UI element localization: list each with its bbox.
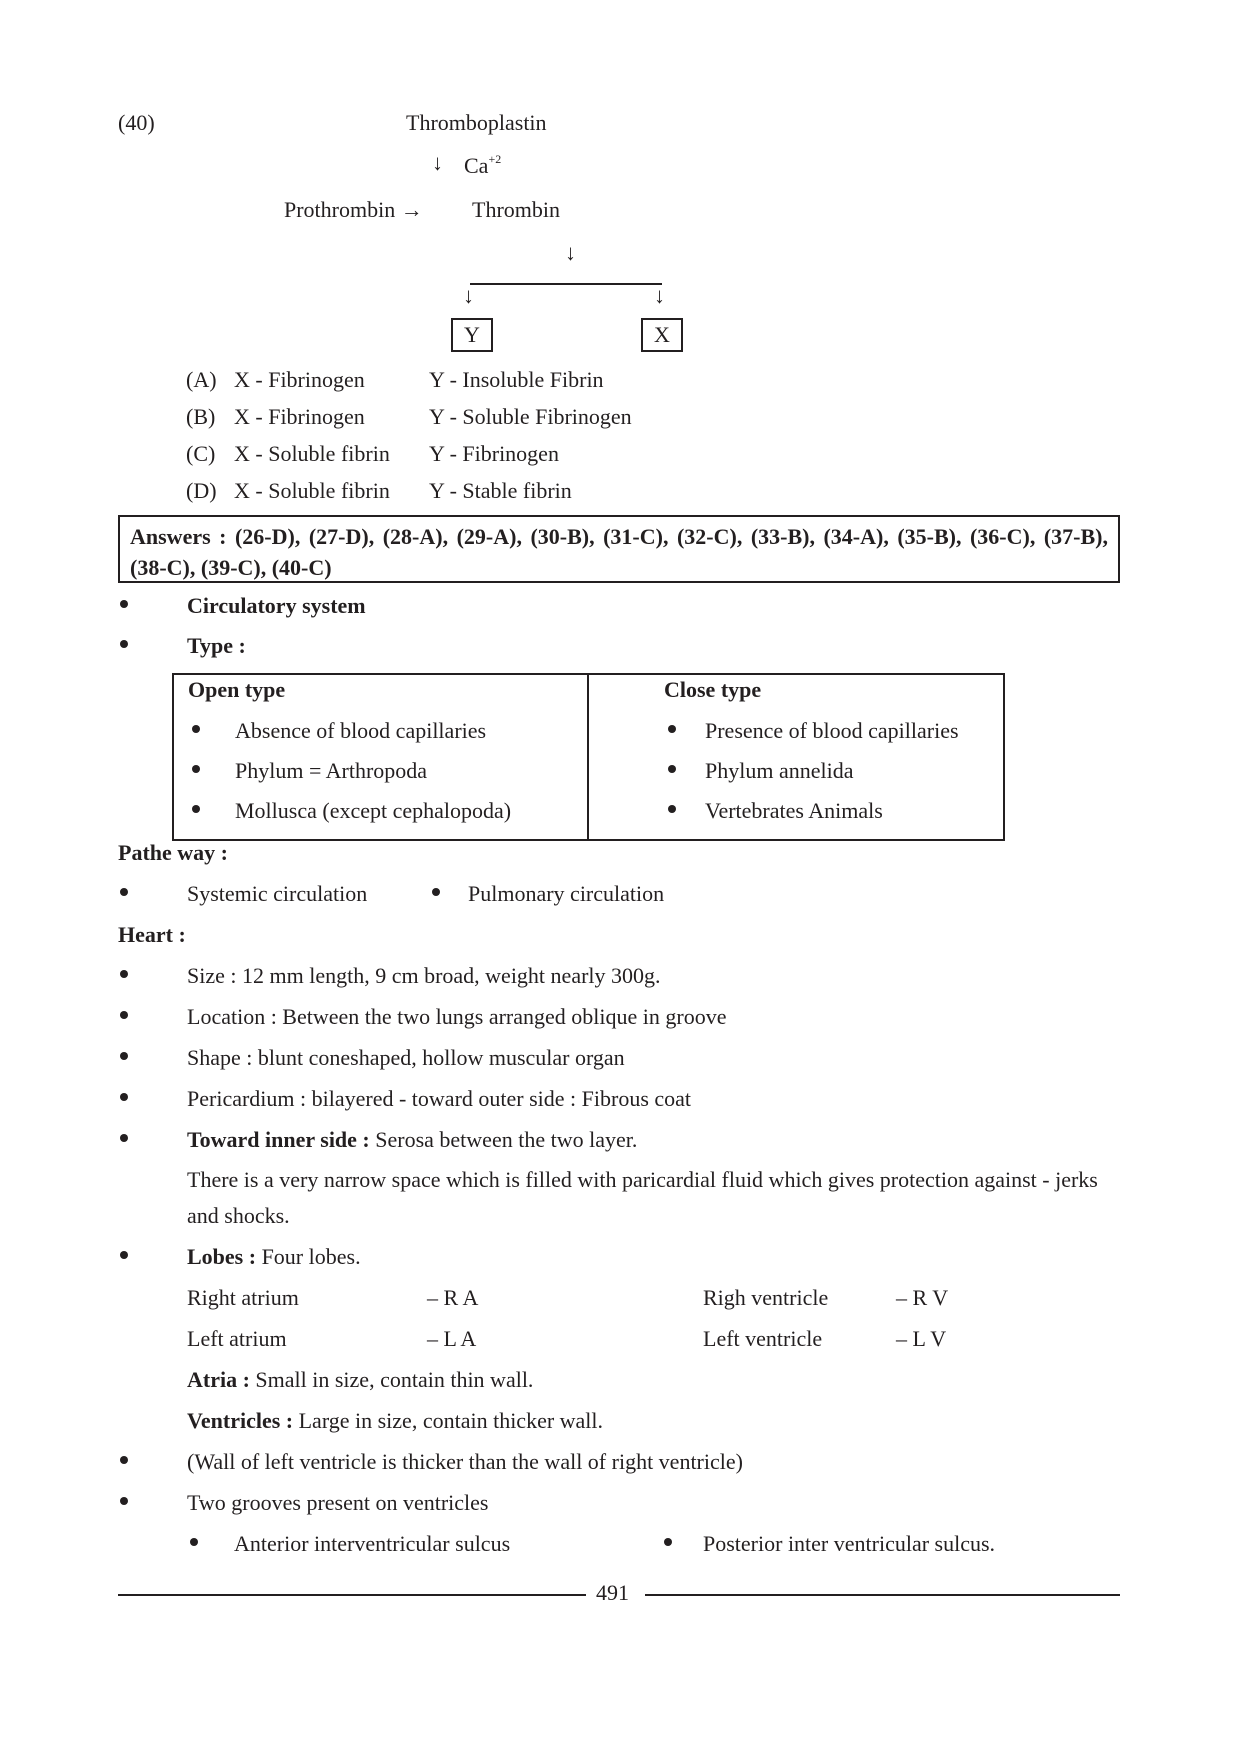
- pathway-heading: Pathe way :: [118, 840, 228, 865]
- bullet-icon: [668, 805, 676, 813]
- lobe-name: Left atrium: [187, 1326, 287, 1351]
- lobe-abbr: – R V: [896, 1285, 949, 1310]
- lobe-abbr: – L V: [896, 1326, 947, 1351]
- heart-size: Size : 12 mm length, 9 cm broad, weight nearly 300g.: [187, 963, 661, 988]
- open-type-title: Open type: [188, 677, 286, 702]
- branch-line: [470, 283, 662, 285]
- bullet-icon: [192, 765, 200, 773]
- lobe-name: Right atrium: [187, 1285, 299, 1310]
- bullet-icon: [120, 1456, 128, 1464]
- footer-rule-left: [118, 1594, 586, 1596]
- open-type-item: Mollusca (except cephalopoda): [235, 798, 512, 823]
- question-number: (40): [118, 110, 155, 135]
- lobe-abbr: – L A: [427, 1326, 477, 1351]
- bullet-icon: [120, 1093, 128, 1101]
- bullet-icon: [668, 765, 676, 773]
- option-label: (D): [186, 478, 217, 503]
- lobe-name: Left ventricle: [703, 1326, 823, 1351]
- answers-box: Answers : (26-D), (27-D), (28-A), (29-A), (30-B), (31-C), (32-C), (33-B), (34-A), (35-B), (36-C), (37-B), (38-C), (39-C), (40-C): [118, 515, 1120, 583]
- bullet-icon: [120, 970, 128, 978]
- ventricles-description: Ventricles : Large in size, contain thicker wall.: [187, 1408, 604, 1433]
- heart-lobes: Lobes : Four lobes.: [187, 1244, 361, 1269]
- option-y: Y - Soluble Fibrinogen: [429, 404, 632, 429]
- bullet-icon: [120, 1052, 128, 1060]
- bullet-icon: [664, 1538, 672, 1546]
- bullet-icon: [120, 1251, 128, 1259]
- option-x: X - Soluble fibrin: [234, 478, 390, 503]
- option-label: (C): [186, 441, 216, 466]
- bullet-icon: [120, 888, 128, 896]
- option-x: X - Fibrinogen: [234, 367, 365, 392]
- bullet-icon: [190, 1538, 198, 1546]
- heart-heading: Heart :: [118, 922, 186, 947]
- bullet-icon: [192, 805, 200, 813]
- thromboplastin-label: Thromboplastin: [406, 110, 547, 135]
- option-y: Y - Fibrinogen: [429, 441, 559, 466]
- sulcus-item: Posterior inter ventricular sulcus.: [703, 1531, 996, 1556]
- option-x: X - Soluble fibrin: [234, 441, 390, 466]
- heart-inner-side: Toward inner side : Serosa between the two layer.: [187, 1127, 638, 1152]
- open-type-item: Absence of blood capillaries: [235, 718, 487, 743]
- close-type-item: Vertebrates Animals: [705, 798, 883, 823]
- bullet-icon: [668, 725, 676, 733]
- down-arrow-icon: ↓: [432, 150, 443, 175]
- box-x: X: [641, 318, 683, 352]
- bullet-icon: [120, 640, 128, 648]
- option-y: Y - Stable fibrin: [429, 478, 572, 503]
- down-arrow-icon: ↓: [565, 240, 576, 265]
- circulation-type-table: [172, 673, 1005, 841]
- heart-space-line: There is a very narrow space which is filled with paricardial fluid which gives protection against - jerks: [187, 1167, 1098, 1192]
- option-label: (B): [186, 404, 216, 429]
- lobe-name: Righ ventricle: [703, 1285, 829, 1310]
- box-y: Y: [451, 318, 493, 352]
- lobe-abbr: – R A: [427, 1285, 479, 1310]
- section-heading: Circulatory system: [187, 593, 366, 618]
- calcium-charge: +2: [488, 152, 502, 166]
- atria-description: Atria : Small in size, contain thin wall.: [187, 1367, 534, 1392]
- prothrombin-label: Prothrombin →: [284, 197, 423, 222]
- pathway-item: Pulmonary circulation: [468, 881, 665, 906]
- bullet-icon: [120, 1497, 128, 1505]
- table-divider: [587, 675, 589, 839]
- grooves-text: Two grooves present on ventricles: [187, 1490, 489, 1515]
- option-y: Y - Insoluble Fibrin: [429, 367, 604, 392]
- option-x: X - Fibrinogen: [234, 404, 365, 429]
- thrombin-label: Thrombin: [472, 197, 560, 222]
- bullet-icon: [432, 888, 440, 896]
- bullet-icon: [120, 1011, 128, 1019]
- down-arrow-icon: ↓: [654, 283, 665, 308]
- heart-location: Location : Between the two lungs arranged oblique in groove: [187, 1004, 727, 1029]
- wall-note: (Wall of left ventricle is thicker than the wall of right ventricle): [187, 1449, 743, 1474]
- open-type-item: Phylum = Arthropoda: [235, 758, 428, 783]
- pathway-item: Systemic circulation: [187, 881, 368, 906]
- heart-pericardium: Pericardium : bilayered - toward outer side : Fibrous coat: [187, 1086, 692, 1111]
- bullet-icon: [120, 600, 128, 608]
- type-heading: Type :: [187, 633, 246, 658]
- option-label: (A): [186, 367, 217, 392]
- down-arrow-icon: ↓: [463, 283, 474, 308]
- page-number: 491: [596, 1580, 629, 1605]
- sulcus-item: Anterior interventricular sulcus: [234, 1531, 511, 1556]
- bullet-icon: [192, 725, 200, 733]
- heart-space-line: and shocks.: [187, 1203, 290, 1228]
- close-type-item: Phylum annelida: [705, 758, 854, 783]
- close-type-item: Presence of blood capillaries: [705, 718, 959, 743]
- calcium-label: $Ca^{+2}$: [464, 152, 502, 178]
- footer-rule-right: [645, 1594, 1120, 1596]
- bullet-icon: [120, 1134, 128, 1142]
- close-type-title: Close type: [664, 677, 762, 702]
- heart-shape: Shape : blunt coneshaped, hollow muscular organ: [187, 1045, 625, 1070]
